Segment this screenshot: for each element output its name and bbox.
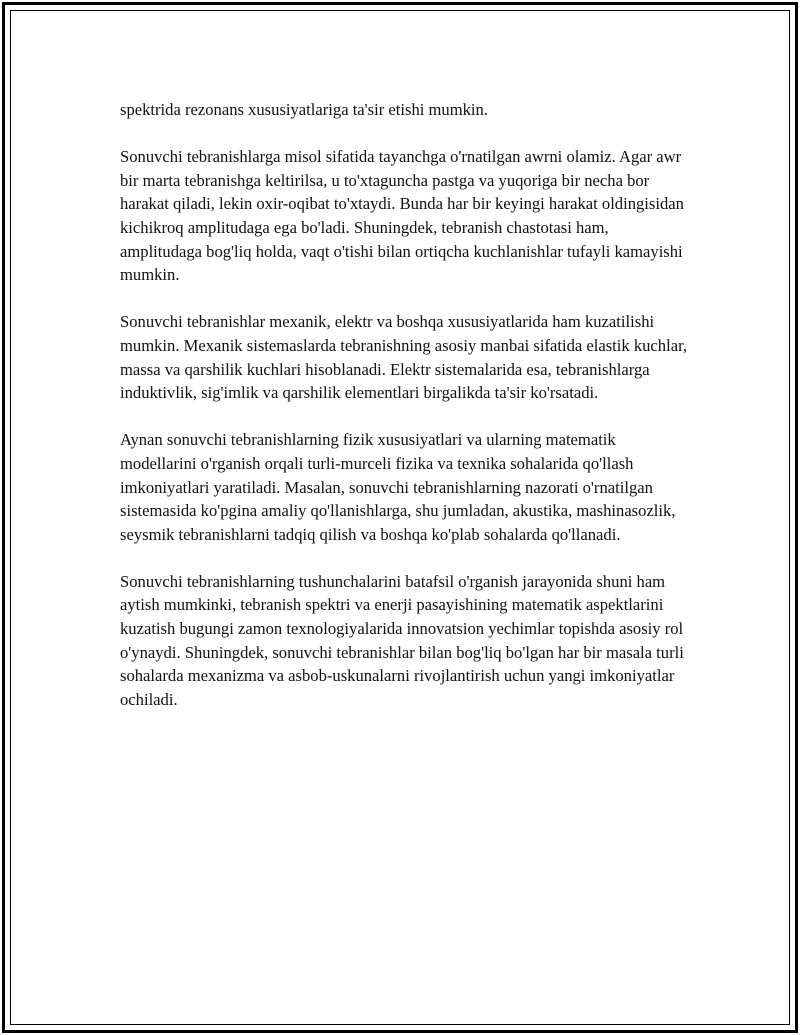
paragraph-2: Sonuvchi tebranishlarga misol sifatida tayanchga o'rnatilgan awrni olamiz. Agar awr bir marta tebranishga keltirilsa, u to'xtaguncha pastga va yuqoriga bir necha bor harakat qiladi, lekin oxir-oqibat to'xtaydi. Bunda har bir keyingi harakat oldingisidan kichikroq amplitudaga ega bo'ladi. Shuningdek, tebranish chastotasi ham, amplitudaga bog'liq holda, vaqt o'tishi bilan ortiqcha kuchlanishlar tufayli kamayishi mumkin. (120, 147, 684, 285)
document-page (3, 3, 797, 1032)
paragraph-4: Aynan sonuvchi tebranishlarning fizik xususiyatlari va ularning matematik modellarini o'rganish orqali turli-murceli fizika va texnika sohalarida qo'llash imkoniyatlari yaratiladi. Masalan, sonuvchi tebranishlarning nazorati o'rnatilgan sistemasida ko'pgina amaliy qo'llanishlarga, shu jumladan, akustika, mashinasozlik, seysmik tebranishlarni tadqiq qilish va boshqa ko'plab sohalarda qo'llanadi. (120, 430, 676, 544)
document-body (120, 98, 690, 735)
paragraph-3: Sonuvchi tebranishlar mexanik, elektr va boshqa xususiyatlarida ham kuzatilishi mumkin. Mexanik sistemaslarda tebranishning asosiy manbai sifatida elastik kuchlar, massa va qarshilik kuchlari hisoblanadi. Elektr sistemalarida esa, tebranishlarga induktivlik, sig'imlik va qarshilik elementlari birgalikda ta'sir ko'rsatadi. (120, 312, 688, 403)
paragraph-1: spektrida rezonans xususiyatlariga ta'sir etishi mumkin. (120, 100, 488, 119)
paragraph-5: Sonuvchi tebranishlarning tushunchalarini batafsil o'rganish jarayonida shuni ham aytish mumkinki, tebranish spektri va enerji pasayishining matematik aspektlarini kuzatish bugungi zamon texnologiyalarida innovatsion yechimlar topishda asosiy rol o'ynaydi. Shuningdek, sonuvchi tebranishlar bilan bog'liq bo'lgan har bir masala turli sohalarda mexanizma va asbob-uskunalarni rivojlantirish uchun yangi imkoniyatlar ochiladi. (120, 571, 684, 709)
